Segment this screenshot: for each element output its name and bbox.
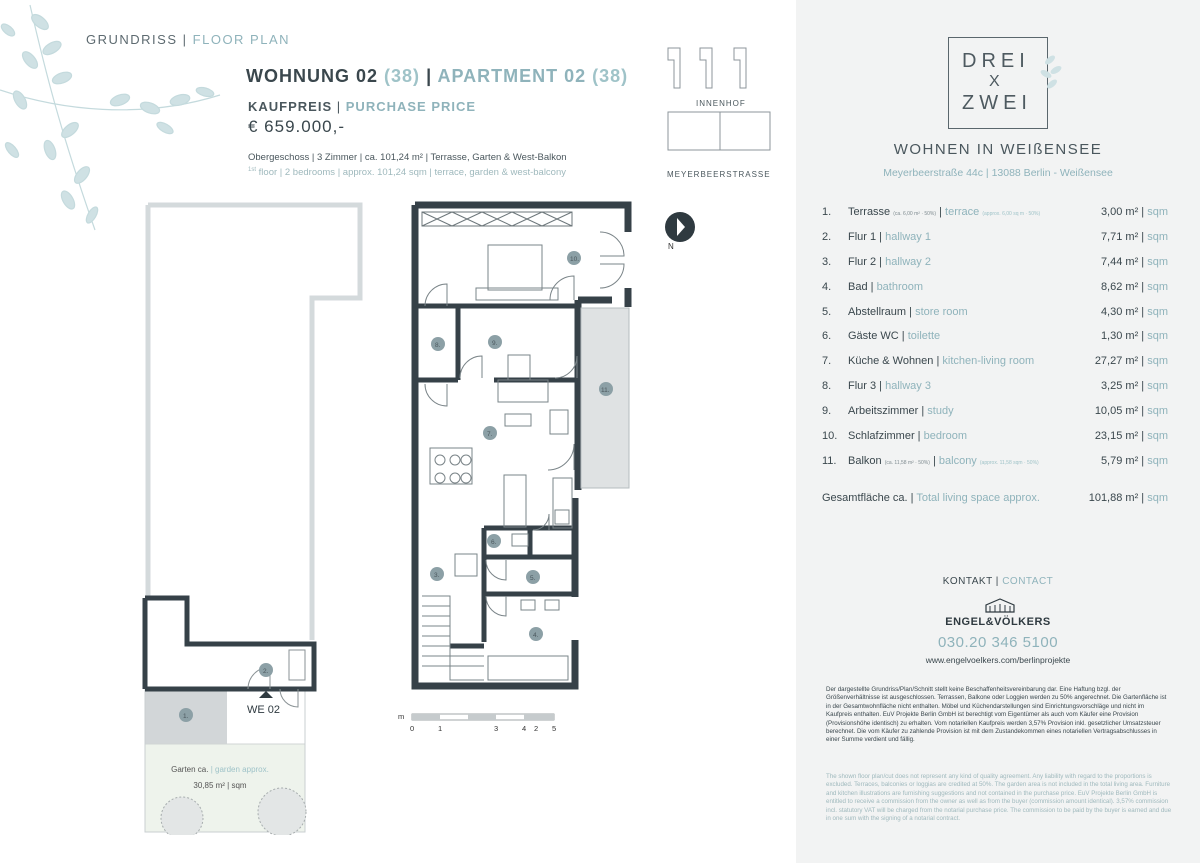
address: Meyerbeerstraße 44c | 13088 Berlin - Weißensee [883,167,1113,179]
disclaimer-de: Der dargestellte Grundriss/Plan/Schnitt stellt keine Beschaffenheitsvereinbarung dar. Eine Haftung bzgl. der Größenverhältnisse ist ausgeschlossen. Terrassen, Balkone oder Loggien werden zu 50% angerechnet. Die Gartenfläche ist in der Gesamtwohnfläche nicht enthalten. Möbel und Küchendarstellungen sind Einrichtungsvorschläge und nicht im Kaufpreis enthalten. EuV Projekte Berlin GmbH ist berechtigt vom Eigentümer als auch vom Käufer eine Provision (Provisionshöhe identisch) zu erhalten. Vom notariellen Kaufpreis werden 3,57% Provision inkl. gesetzlicher Umsatzsteuer berechnet. Die vom Käufer zu zahlende Provision ist mit dem Zustandekommen eines notariellen Vertragsabschlusses in einer Summe verdient und fällig. [826,686,1167,744]
room-name-en: hallway 1 [885,231,931,243]
room-area: 4,30 m² [1100,306,1139,318]
total-area-row: Gesamtfläche ca. | Total living space approx. 101,88 m² | sqm [822,492,1168,504]
separator: | [426,66,433,86]
room-area: 7,71 m² [1100,231,1139,243]
room-area: 5,79 m² [1100,455,1139,467]
room-name-de: Arbeitszimmer [848,405,919,417]
room-marker-1: 1. [183,713,189,720]
apartment-title [246,66,628,87]
wohnung-label: WOHNUNG 02 [246,66,379,86]
room-name-de: Flur 1 [848,231,877,243]
room-name-de: Balkon [848,455,882,467]
room-note-de: (ca. 11,58 m² · 50%) [884,460,930,466]
room-area: 3,25 m² [1100,380,1139,392]
room-note-en: (approx. 11,58 sqm · 50%) [979,460,1039,466]
room-name-de: Abstellraum [848,306,907,318]
contact-heading: KONTAKT | CONTACT [942,576,1054,587]
room-number: 10. [822,430,838,442]
sqm-unit: sqm [1147,231,1168,243]
purchase-price-label: PURCHASE PRICE [345,99,477,114]
room-name-de: Bad [848,281,868,293]
description-en-text: floor | 2 bedrooms | approx. 101,24 sqm | terrace, garden & west-balcony [256,167,566,179]
room-number: 9. [822,405,832,417]
sqm-unit: sqm [1147,355,1168,367]
room-name-en: hallway 2 [885,256,931,268]
logo-text-top: DREI [962,50,1030,72]
room-name-en: balcony [938,455,977,467]
floor-plan-drawing [0,195,640,835]
room-row: 8. Flur 3 | hallway 3 3,25 m² | sqm [822,380,1168,392]
room-number: 11. [822,455,837,467]
scale-tick-4: 4 [522,724,527,733]
room-row: 5. Abstellraum | store room 4,30 m² | sqm [822,306,1168,318]
room-marker-8: 8. [435,342,441,349]
room-row: 1. Terrasse (ca. 6,00 m² · 50%) | terrace (approx. 6,00 sq m · 50%) 3,00 m² | sqm [822,206,1168,218]
sqm-unit: sqm [1147,380,1168,392]
room-name-de: Terrasse [848,206,891,218]
room-marker-2: 2. [263,668,269,675]
room-area: 23,15 m² [1094,430,1139,442]
sqm-unit: sqm [1147,330,1168,342]
tagline: WOHNEN IN WEIßENSEE [893,141,1103,158]
room-marker-3: 3. [434,572,440,579]
room-row: 6. Gäste WC | toilette 1,30 m² | sqm [822,330,1168,342]
apartment-number: (38) [592,66,629,86]
room-area: 27,27 m² [1094,355,1139,367]
kaufpreis-label: KAUFPREIS [248,99,333,114]
room-area: 8,62 m² [1100,281,1139,293]
grundriss-label: GRUNDRISS [86,32,178,47]
total-area: 101,88 m² [1088,492,1139,504]
total-label-en: Total living space approx. [916,492,1040,504]
room-note-en: (approx. 6,00 sq m · 50%) [982,211,1041,217]
room-row: 11. Balkon (ca. 11,58 m² · 50%) | balcony (approx. 11,58 sqm · 50%) 5,79 m² | sqm [822,455,1168,467]
scale-tick-3: 3 [494,724,499,733]
logo-leaf-icon [1036,52,1066,92]
apartment-label: APARTMENT 02 [437,66,587,86]
description-en [248,167,566,178]
company-logo-icon [984,598,1016,614]
scale-tick-5: 5 [552,724,557,733]
sqm-unit: sqm [1147,306,1168,318]
room-name-de: Flur 2 [848,256,877,268]
scale-tick-2: 2 [534,724,539,733]
price-value: € 659.000,- [248,117,346,136]
room-name-de: Küche & Wohnen [848,355,934,367]
room-area: 3,00 m² [1100,206,1139,218]
garden-label: Garten ca. | garden approx. 30,85 m² | sqm [171,765,269,790]
room-name-en: terrace [945,206,980,218]
website-link[interactable]: www.engelvoelkers.com/berlinprojekte [925,655,1071,665]
room-marker-11: 11. [601,387,610,394]
entrance-label: WE 02 [247,704,281,716]
room-name-de: Schlafzimmer [848,430,915,442]
sqm-unit: sqm [1147,492,1168,504]
sqm-unit: sqm [1147,256,1168,268]
garden-label-en: garden approx. [215,765,269,774]
floor-plan-label: FLOOR PLAN [192,32,291,47]
room-note-de: (ca. 6,00 m² · 50%) [893,211,937,217]
sqm-unit: sqm [1147,430,1168,442]
sqm-unit: sqm [1147,281,1168,293]
room-row: 7. Küche & Wohnen | kitchen-living room 27,27 m² | sqm [822,355,1168,367]
room-row: 3. Flur 2 | hallway 2 7,44 m² | sqm [822,256,1168,268]
room-marker-9: 9. [492,340,498,347]
room-name-de: Flur 3 [848,380,877,392]
room-area: 7,44 m² [1100,256,1139,268]
room-marker-7: 7. [487,431,493,438]
wohnung-number: (38) [384,66,421,86]
room-row: 4. Bad | bathroom 8,62 m² | sqm [822,281,1168,293]
room-number: 7. [822,355,832,367]
scale-tick-1: 1 [438,724,443,733]
room-marker-4: 4. [533,632,539,639]
room-marker-6: 6. [491,539,497,546]
room-name-en: bedroom [923,430,968,442]
separator: | [336,99,342,114]
north-label: N [668,242,674,251]
phone-number[interactable]: 030.20 346 5100 [937,634,1059,651]
room-name-en: toilette [907,330,941,342]
sqm-unit: sqm [1147,206,1168,218]
logo-text-bottom: ZWEI [962,92,1032,114]
room-area: 10,05 m² [1094,405,1139,417]
room-row: 9. Arbeitszimmer | study 10,05 m² | sqm [822,405,1168,417]
separator: | [182,32,188,47]
room-name-en: bathroom [876,281,924,293]
scale-unit: m [398,712,405,721]
garden-area: 30,85 m² | sqm [193,781,247,790]
disclaimer-en: The shown floor plan/cut does not represent any kind of quality agreement. Any liability with regard to the proportions is excluded. Terraces, balconies or loggias are credited at 50%. The garden area is not included in the total living area. Furniture and kitchen illustrations are furnishing suggestions and not contained in the purchase price. EuV Projekte Berlin GmbH is entitled to receive a commission from the owner as well as from the buyer (commission amount identical). 3,57% commission incl. statutory VAT will be charged from the notarial purchase price. The commission to be paid by the buyer is earned and due in one sum with the signing of a notarial contract. [826,773,1172,823]
room-name-en: study [927,405,954,417]
room-name-en: store room [915,306,968,318]
room-name-de: Gäste WC [848,330,899,342]
room-marker-5: 5. [530,575,536,582]
company-name: ENGEL&VÖLKERS [945,616,1051,628]
description-de: Obergeschoss | 3 Zimmer | ca. 101,24 m² | Terrasse, Garten & West-Balkon [248,152,567,163]
room-name-en: kitchen-living room [942,355,1035,367]
kontakt-label: KONTAKT [942,576,993,587]
room-area: 1,30 m² [1100,330,1139,342]
room-number: 2. [822,231,832,243]
section-label [86,32,290,47]
floor-superscript: 1st [248,167,257,173]
room-number: 5. [822,306,832,318]
room-marker-10: 10. [570,256,580,263]
site-label-innenhof: INNENHOF [696,99,746,108]
room-number: 1. [822,206,832,218]
total-label-de: Gesamtfläche ca. [822,492,908,504]
sqm-unit: sqm [1147,405,1168,417]
room-number: 4. [822,281,832,293]
scale-tick-0: 0 [410,724,415,733]
garden-label-de: Garten ca. [171,765,209,774]
room-row: 2. Flur 1 | hallway 1 7,71 m² | sqm [822,231,1168,243]
site-label-street: MEYERBEERSTRASSE [667,170,771,179]
price-heading [248,99,476,114]
sqm-unit: sqm [1147,455,1168,467]
room-number: 3. [822,256,832,268]
north-arrow-icon [664,211,696,243]
contact-label: CONTACT [1002,576,1054,587]
logo-text-x: X [989,73,1000,90]
room-number: 6. [822,330,832,342]
room-name-en: hallway 3 [885,380,931,392]
room-number: 8. [822,380,832,392]
room-row: 10. Schlafzimmer | bedroom 23,15 m² | sqm [822,430,1168,442]
